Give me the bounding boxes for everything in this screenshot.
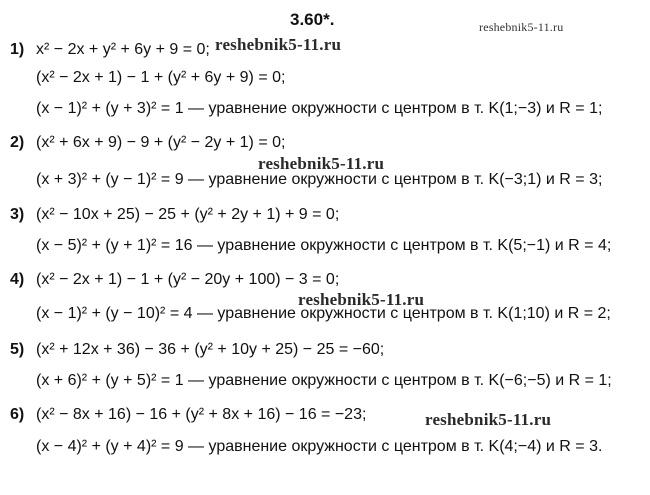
equation: (x² − 10x + 25) − 25 + (y² + 2y + 1) + 9 = 0; [36, 206, 340, 223]
equation: (x² + 6x + 9) − 9 + (y² − 2y + 1) = 0; [36, 134, 286, 151]
problem-3-line-1 [10, 205, 339, 225]
problem-2-line-2: (x + 3)² + (y − 1)² = 9 — уравнение окружности с центром в т. K(−3;1) и R = 3; [36, 171, 603, 188]
watermark-top: reshebnik5-11.ru [479, 20, 564, 34]
problem-title: 3.60*. [290, 10, 335, 29]
problem-2-line-1 [10, 133, 285, 153]
equation: (x² + 12x + 36) − 36 + (y² + 10y + 25) − 25 = −60; [36, 341, 385, 358]
problem-5-line-1 [10, 340, 384, 360]
problem-4-line-1 [10, 270, 339, 290]
problem-3-line-2: (x − 5)² + (y + 1)² = 16 — уравнение окружности с центром в т. K(5;−1) и R = 4; [36, 237, 612, 254]
problem-6-line-2: (x − 4)² + (y + 4)² = 9 — уравнение окружности с центром в т. K(4;−4) и R = 3. [36, 438, 603, 455]
problem-4-line-2: (x − 1)² + (y − 10)² = 4 — уравнение окружности с центром в т. K(1;10) и R = 2; [36, 305, 611, 322]
problem-1-line-3: (x − 1)² + (y + 3)² = 1 — уравнение окружности с центром в т. K(1;−3) и R = 1; [36, 100, 603, 117]
problem-3-number: 3) [10, 206, 25, 223]
problem-6-number: 6) [10, 406, 25, 423]
problem-5-line-2: (x + 6)² + (y + 5)² = 1 — уравнение окружности с центром в т. K(−6;−5) и R = 1; [36, 372, 612, 389]
watermark-2: reshebnik5-11.ru [258, 154, 385, 173]
equation: (x² − 8x + 16) − 16 + (y² + 8x + 16) − 16 = −23; [36, 406, 367, 423]
problem-4-number: 4) [10, 271, 25, 288]
problem-1-number: 1) [10, 41, 25, 58]
problem-5-number: 5) [10, 341, 25, 358]
watermark-1: reshebnik5-11.ru [215, 35, 342, 54]
problem-2-number: 2) [10, 134, 25, 151]
problem-1-line-1 [10, 40, 210, 60]
equation: x² − 2x + y² + 6y + 9 = 0; [36, 41, 210, 58]
problem-6-line-1 [10, 405, 366, 425]
watermark-3: reshebnik5-11.ru [298, 290, 425, 309]
watermark-4: reshebnik5-11.ru [425, 410, 552, 429]
equation: (x² − 2x + 1) − 1 + (y² − 20y + 100) − 3 = 0; [36, 271, 340, 288]
problem-1-line-2: (x² − 2x + 1) − 1 + (y² + 6y + 9) = 0; [36, 69, 286, 86]
